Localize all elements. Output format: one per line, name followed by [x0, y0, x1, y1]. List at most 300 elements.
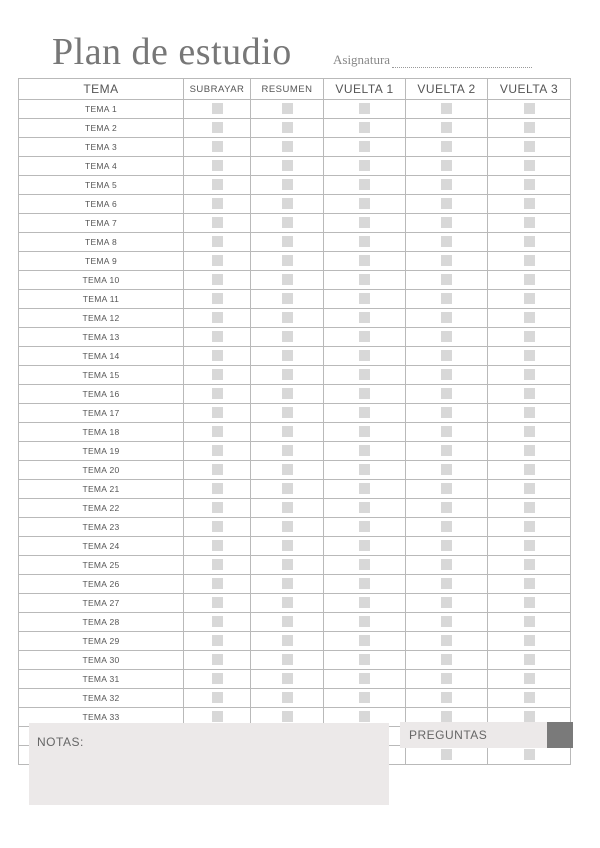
checkbox-round-2[interactable] — [441, 616, 452, 627]
topic-label: TEMA 28 — [19, 613, 184, 632]
checkbox-summary[interactable] — [282, 426, 293, 437]
checkbox-underline[interactable] — [212, 692, 223, 703]
checkbox-summary[interactable] — [282, 217, 293, 228]
checkbox-round-2[interactable] — [441, 578, 452, 589]
checkbox-round-3[interactable] — [524, 350, 535, 361]
checkbox-underline[interactable] — [212, 540, 223, 551]
cell-underline — [184, 100, 251, 119]
checkbox-round-1[interactable] — [359, 293, 370, 304]
checkbox-round-2[interactable] — [441, 407, 452, 418]
table-row — [19, 461, 571, 480]
checkbox-round-2[interactable] — [441, 350, 452, 361]
checkbox-underline[interactable] — [212, 198, 223, 209]
checkbox-round-2[interactable] — [441, 293, 452, 304]
checkbox-round-1[interactable] — [359, 407, 370, 418]
cell-round-1 — [324, 651, 406, 670]
cell-round-1 — [324, 309, 406, 328]
cell-round-2 — [406, 575, 488, 594]
checkbox-underline[interactable] — [212, 312, 223, 323]
checkbox-underline[interactable] — [212, 673, 223, 684]
table-row — [19, 195, 571, 214]
cell-underline — [184, 518, 251, 537]
checkbox-summary[interactable] — [282, 673, 293, 684]
checkbox-underline[interactable] — [212, 426, 223, 437]
checkbox-summary[interactable] — [282, 711, 293, 722]
cell-summary — [251, 366, 324, 385]
cell-summary — [251, 651, 324, 670]
checkbox-underline[interactable] — [212, 236, 223, 247]
cell-round-3 — [488, 556, 571, 575]
checkbox-underline[interactable] — [212, 293, 223, 304]
cell-summary — [251, 252, 324, 271]
checkbox-summary[interactable] — [282, 388, 293, 399]
checkbox-summary[interactable] — [282, 274, 293, 285]
cell-summary — [251, 556, 324, 575]
cell-round-2 — [406, 746, 488, 765]
table-row — [19, 632, 571, 651]
cell-underline — [184, 689, 251, 708]
checkbox-round-3[interactable] — [524, 445, 535, 456]
checkbox-round-2[interactable] — [441, 654, 452, 665]
checkbox-round-1[interactable] — [359, 578, 370, 589]
checkbox-round-3[interactable] — [524, 160, 535, 171]
checkbox-round-1[interactable] — [359, 635, 370, 646]
checkbox-summary[interactable] — [282, 103, 293, 114]
checkbox-round-3[interactable] — [524, 293, 535, 304]
checkbox-round-1[interactable] — [359, 445, 370, 456]
checkbox-round-3[interactable] — [524, 749, 535, 760]
checkbox-round-3[interactable] — [524, 388, 535, 399]
checkbox-round-3[interactable] — [524, 426, 535, 437]
cell-underline — [184, 176, 251, 195]
checkbox-round-3[interactable] — [524, 578, 535, 589]
cell-round-1 — [324, 366, 406, 385]
checkbox-summary[interactable] — [282, 559, 293, 570]
checkbox-underline[interactable] — [212, 160, 223, 171]
cell-round-3 — [488, 100, 571, 119]
cell-underline — [184, 309, 251, 328]
cell-summary — [251, 195, 324, 214]
checkbox-round-1[interactable] — [359, 331, 370, 342]
checkbox-summary[interactable] — [282, 331, 293, 342]
cell-round-1 — [324, 423, 406, 442]
cell-round-3 — [488, 157, 571, 176]
cell-summary — [251, 214, 324, 233]
table-row — [19, 689, 571, 708]
checkbox-summary[interactable] — [282, 578, 293, 589]
checkbox-underline[interactable] — [212, 635, 223, 646]
checkbox-underline[interactable] — [212, 141, 223, 152]
checkbox-round-3[interactable] — [524, 597, 535, 608]
checkbox-round-1[interactable] — [359, 673, 370, 684]
topic-label: TEMA 33 — [19, 708, 184, 727]
checkbox-underline[interactable] — [212, 502, 223, 513]
checkbox-summary[interactable] — [282, 597, 293, 608]
checkbox-underline[interactable] — [212, 388, 223, 399]
checkbox-round-3[interactable] — [524, 464, 535, 475]
checkbox-round-2[interactable] — [441, 445, 452, 456]
cell-round-2 — [406, 290, 488, 309]
cell-round-2 — [406, 252, 488, 271]
cell-round-1 — [324, 556, 406, 575]
cell-round-3 — [488, 651, 571, 670]
checkbox-summary[interactable] — [282, 369, 293, 380]
checkbox-underline[interactable] — [212, 369, 223, 380]
checkbox-round-2[interactable] — [441, 369, 452, 380]
topic-label: TEMA 26 — [19, 575, 184, 594]
checkbox-round-3[interactable] — [524, 616, 535, 627]
topic-label: TEMA 12 — [19, 309, 184, 328]
cell-round-2 — [406, 195, 488, 214]
cell-summary — [251, 347, 324, 366]
cell-summary — [251, 442, 324, 461]
cell-round-1 — [324, 385, 406, 404]
checkbox-round-3[interactable] — [524, 274, 535, 285]
cell-round-1 — [324, 138, 406, 157]
checkbox-round-1[interactable] — [359, 559, 370, 570]
checkbox-round-3[interactable] — [524, 654, 535, 665]
topic-label: TEMA 17 — [19, 404, 184, 423]
cell-summary — [251, 689, 324, 708]
checkbox-round-1[interactable] — [359, 654, 370, 665]
cell-round-2 — [406, 271, 488, 290]
checkbox-summary[interactable] — [282, 350, 293, 361]
checkbox-underline[interactable] — [212, 616, 223, 627]
checkbox-summary[interactable] — [282, 540, 293, 551]
checkbox-round-2[interactable] — [441, 198, 452, 209]
cell-round-2 — [406, 119, 488, 138]
checkbox-round-1[interactable] — [359, 217, 370, 228]
checkbox-summary[interactable] — [282, 255, 293, 266]
checkbox-round-1[interactable] — [359, 274, 370, 285]
checkbox-round-2[interactable] — [441, 540, 452, 551]
cell-round-2 — [406, 214, 488, 233]
checkbox-round-1[interactable] — [359, 236, 370, 247]
checkbox-round-2[interactable] — [441, 711, 452, 722]
checkbox-round-1[interactable] — [359, 540, 370, 551]
cell-round-3 — [488, 442, 571, 461]
checkbox-summary[interactable] — [282, 312, 293, 323]
cell-round-1 — [324, 537, 406, 556]
cell-round-3 — [488, 309, 571, 328]
checkbox-summary[interactable] — [282, 293, 293, 304]
cell-underline — [184, 461, 251, 480]
checkbox-round-2[interactable] — [441, 255, 452, 266]
checkbox-round-3[interactable] — [524, 369, 535, 380]
checkbox-round-3[interactable] — [524, 692, 535, 703]
checkbox-round-2[interactable] — [441, 483, 452, 494]
cell-summary — [251, 290, 324, 309]
topic-label: TEMA 8 — [19, 233, 184, 252]
checkbox-round-1[interactable] — [359, 312, 370, 323]
cell-round-3 — [488, 594, 571, 613]
checkbox-underline[interactable] — [212, 217, 223, 228]
checkbox-round-1[interactable] — [359, 141, 370, 152]
table-row — [19, 423, 571, 442]
checkbox-round-1[interactable] — [359, 198, 370, 209]
table-row — [19, 518, 571, 537]
table-row — [19, 613, 571, 632]
checkbox-summary[interactable] — [282, 692, 293, 703]
cell-underline — [184, 651, 251, 670]
cell-round-3 — [488, 271, 571, 290]
cell-round-3 — [488, 328, 571, 347]
cell-summary — [251, 499, 324, 518]
cell-underline — [184, 195, 251, 214]
checkbox-summary[interactable] — [282, 122, 293, 133]
checkbox-round-1[interactable] — [359, 160, 370, 171]
cell-round-2 — [406, 537, 488, 556]
cell-round-2 — [406, 157, 488, 176]
cell-round-2 — [406, 499, 488, 518]
cell-round-3 — [488, 575, 571, 594]
table-row — [19, 499, 571, 518]
checkbox-round-3[interactable] — [524, 179, 535, 190]
cell-underline — [184, 271, 251, 290]
checkbox-summary[interactable] — [282, 635, 293, 646]
table-header-row — [19, 79, 571, 100]
checkbox-round-1[interactable] — [359, 179, 370, 190]
checkbox-round-3[interactable] — [524, 141, 535, 152]
cell-round-1 — [324, 670, 406, 689]
table-row — [19, 385, 571, 404]
checkbox-underline[interactable] — [212, 103, 223, 114]
study-plan-table — [18, 78, 571, 765]
topic-label: TEMA 27 — [19, 594, 184, 613]
checkbox-summary[interactable] — [282, 445, 293, 456]
checkbox-round-2[interactable] — [441, 521, 452, 532]
cell-round-3 — [488, 689, 571, 708]
cell-summary — [251, 480, 324, 499]
checkbox-round-2[interactable] — [441, 217, 452, 228]
checkbox-round-2[interactable] — [441, 312, 452, 323]
checkbox-round-3[interactable] — [524, 502, 535, 513]
checkbox-summary[interactable] — [282, 141, 293, 152]
table-row — [19, 271, 571, 290]
checkbox-round-2[interactable] — [441, 559, 452, 570]
checkbox-summary[interactable] — [282, 179, 293, 190]
topic-label: TEMA 20 — [19, 461, 184, 480]
checkbox-underline[interactable] — [212, 255, 223, 266]
cell-summary — [251, 271, 324, 290]
checkbox-round-3[interactable] — [524, 331, 535, 342]
cell-round-2 — [406, 518, 488, 537]
checkbox-round-1[interactable] — [359, 711, 370, 722]
checkbox-round-2[interactable] — [441, 692, 452, 703]
cell-round-1 — [324, 214, 406, 233]
cell-round-1 — [324, 575, 406, 594]
topic-label: TEMA 32 — [19, 689, 184, 708]
cell-round-1 — [324, 100, 406, 119]
cell-underline — [184, 594, 251, 613]
checkbox-round-3[interactable] — [524, 635, 535, 646]
checkbox-underline[interactable] — [212, 407, 223, 418]
checkbox-summary[interactable] — [282, 160, 293, 171]
checkbox-round-2[interactable] — [441, 179, 452, 190]
checkbox-round-2[interactable] — [441, 597, 452, 608]
checkbox-round-3[interactable] — [524, 483, 535, 494]
checkbox-summary[interactable] — [282, 616, 293, 627]
checkbox-round-1[interactable] — [359, 502, 370, 513]
table-row — [19, 214, 571, 233]
checkbox-round-1[interactable] — [359, 369, 370, 380]
checkbox-round-2[interactable] — [441, 141, 452, 152]
checkbox-underline[interactable] — [212, 179, 223, 190]
cell-summary — [251, 176, 324, 195]
topic-label: TEMA 10 — [19, 271, 184, 290]
checkbox-underline[interactable] — [212, 654, 223, 665]
checkbox-underline[interactable] — [212, 578, 223, 589]
cell-round-2 — [406, 176, 488, 195]
checkbox-summary[interactable] — [282, 654, 293, 665]
checkbox-summary[interactable] — [282, 502, 293, 513]
cell-round-1 — [324, 594, 406, 613]
cell-summary — [251, 100, 324, 119]
questions-box[interactable] — [400, 722, 573, 748]
checkbox-underline[interactable] — [212, 464, 223, 475]
topic-label: TEMA 3 — [19, 138, 184, 157]
checkbox-round-3[interactable] — [524, 312, 535, 323]
topic-label: TEMA 4 — [19, 157, 184, 176]
cell-underline — [184, 499, 251, 518]
column-header-underline: SUBRAYAR — [184, 79, 251, 100]
cell-round-3 — [488, 518, 571, 537]
checkbox-round-2[interactable] — [441, 274, 452, 285]
cell-underline — [184, 385, 251, 404]
checkbox-underline[interactable] — [212, 122, 223, 133]
checkbox-underline[interactable] — [212, 350, 223, 361]
checkbox-round-3[interactable] — [524, 407, 535, 418]
checkbox-underline[interactable] — [212, 331, 223, 342]
checkbox-underline[interactable] — [212, 559, 223, 570]
topic-label: TEMA 23 — [19, 518, 184, 537]
checkbox-round-2[interactable] — [441, 749, 452, 760]
cell-underline — [184, 537, 251, 556]
checkbox-summary[interactable] — [282, 236, 293, 247]
checkbox-round-2[interactable] — [441, 635, 452, 646]
cell-summary — [251, 404, 324, 423]
checkbox-round-3[interactable] — [524, 122, 535, 133]
cell-underline — [184, 404, 251, 423]
column-header-round-2: VUELTA 2 — [406, 79, 488, 100]
topic-label: TEMA 7 — [19, 214, 184, 233]
checkbox-round-3[interactable] — [524, 559, 535, 570]
cell-round-2 — [406, 442, 488, 461]
checkbox-summary[interactable] — [282, 483, 293, 494]
checkbox-round-3[interactable] — [524, 217, 535, 228]
table-row — [19, 309, 571, 328]
table-row — [19, 100, 571, 119]
table-row — [19, 670, 571, 689]
cell-round-3 — [488, 632, 571, 651]
checkbox-round-2[interactable] — [441, 160, 452, 171]
checkbox-round-3[interactable] — [524, 255, 535, 266]
table-row — [19, 328, 571, 347]
checkbox-round-1[interactable] — [359, 616, 370, 627]
checkbox-round-1[interactable] — [359, 521, 370, 532]
checkbox-round-3[interactable] — [524, 521, 535, 532]
notes-box[interactable] — [29, 723, 389, 805]
cell-summary — [251, 518, 324, 537]
cell-round-2 — [406, 594, 488, 613]
table-row — [19, 594, 571, 613]
cell-round-1 — [324, 347, 406, 366]
checkbox-round-1[interactable] — [359, 692, 370, 703]
checkbox-round-3[interactable] — [524, 711, 535, 722]
cell-round-1 — [324, 195, 406, 214]
cell-round-1 — [324, 252, 406, 271]
cell-underline — [184, 328, 251, 347]
cell-underline — [184, 442, 251, 461]
subject-field[interactable] — [333, 52, 532, 68]
checkbox-underline[interactable] — [212, 711, 223, 722]
topic-label: TEMA 25 — [19, 556, 184, 575]
checkbox-summary[interactable] — [282, 521, 293, 532]
checkbox-round-2[interactable] — [441, 464, 452, 475]
checkbox-round-1[interactable] — [359, 483, 370, 494]
checkbox-round-1[interactable] — [359, 597, 370, 608]
checkbox-round-3[interactable] — [524, 673, 535, 684]
cell-round-3 — [488, 480, 571, 499]
checkbox-round-2[interactable] — [441, 122, 452, 133]
cell-round-1 — [324, 119, 406, 138]
checkbox-round-2[interactable] — [441, 388, 452, 399]
checkbox-round-3[interactable] — [524, 198, 535, 209]
table-row — [19, 404, 571, 423]
checkbox-round-1[interactable] — [359, 103, 370, 114]
cell-round-2 — [406, 328, 488, 347]
cell-underline — [184, 575, 251, 594]
checkbox-summary[interactable] — [282, 198, 293, 209]
checkbox-round-2[interactable] — [441, 502, 452, 513]
cell-round-1 — [324, 518, 406, 537]
checkbox-round-1[interactable] — [359, 388, 370, 399]
cell-round-1 — [324, 328, 406, 347]
checkbox-summary[interactable] — [282, 407, 293, 418]
cell-underline — [184, 214, 251, 233]
checkbox-round-2[interactable] — [441, 331, 452, 342]
checkbox-round-1[interactable] — [359, 255, 370, 266]
cell-round-3 — [488, 176, 571, 195]
checkbox-underline[interactable] — [212, 274, 223, 285]
checkbox-round-1[interactable] — [359, 350, 370, 361]
topic-label: TEMA 18 — [19, 423, 184, 442]
checkbox-round-2[interactable] — [441, 103, 452, 114]
checkbox-underline[interactable] — [212, 521, 223, 532]
checkbox-round-2[interactable] — [441, 426, 452, 437]
checkbox-round-1[interactable] — [359, 122, 370, 133]
table-row — [19, 575, 571, 594]
checkbox-round-1[interactable] — [359, 426, 370, 437]
checkbox-underline[interactable] — [212, 597, 223, 608]
table-row — [19, 347, 571, 366]
checkbox-round-3[interactable] — [524, 236, 535, 247]
checkbox-round-2[interactable] — [441, 236, 452, 247]
checkbox-round-3[interactable] — [524, 103, 535, 114]
checkbox-underline[interactable] — [212, 445, 223, 456]
checkbox-round-1[interactable] — [359, 464, 370, 475]
checkbox-round-2[interactable] — [441, 673, 452, 684]
checkbox-underline[interactable] — [212, 483, 223, 494]
subject-dotted-line[interactable] — [392, 55, 532, 68]
subject-label: Asignatura — [333, 52, 391, 67]
topic-label: TEMA 14 — [19, 347, 184, 366]
cell-underline — [184, 157, 251, 176]
page-title: Plan de estudio — [52, 31, 292, 73]
checkbox-summary[interactable] — [282, 464, 293, 475]
checkbox-round-3[interactable] — [524, 540, 535, 551]
topic-label: TEMA 11 — [19, 290, 184, 309]
